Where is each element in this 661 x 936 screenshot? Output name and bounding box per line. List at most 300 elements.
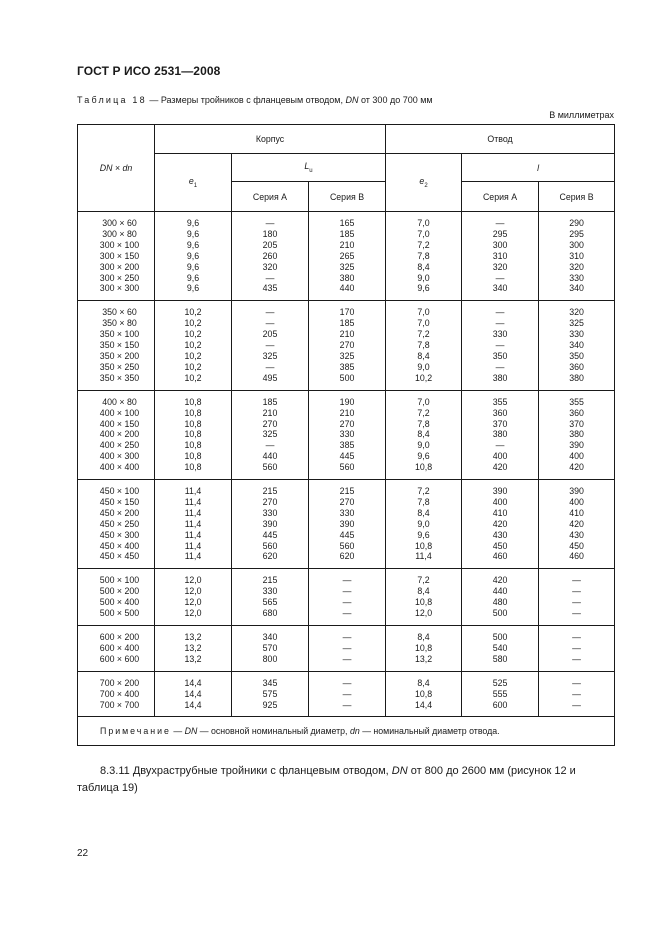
header-e1-text: e [188,176,194,186]
cell-value: 9,6 [417,283,430,294]
cell-value: 11,4 [184,486,202,497]
cell-value: 440 [262,451,278,462]
cell-value: — [572,688,581,699]
cell-dn [78,569,155,626]
cell-value: 10,8 [414,688,433,699]
cell-value: 400 × 100 [99,407,140,418]
cell-value: 7,2 [417,486,430,497]
cell-value: 320 [569,307,584,318]
cell-dn [78,212,155,301]
cell-value: 205 [262,239,278,250]
table-group [78,212,615,301]
cell-value: 350 × 250 [99,361,140,372]
cell-value: 400 × 80 [102,396,137,407]
cell-value: 310 [569,250,584,261]
cell-value: 330 [262,507,278,518]
cell-value: — [265,307,275,318]
cell-value: 500 [339,372,355,383]
cell-value: 9,6 [186,250,200,261]
cell-value: — [342,699,352,710]
cell-value: 10,2 [184,340,202,351]
table-row [78,301,615,390]
table-group [78,626,615,672]
cell-value: — [495,440,505,451]
section-dn: DN [391,765,408,777]
cell-value: 12,0 [184,575,202,586]
cell-value: 435 [262,283,278,294]
cell-value: 185 [262,396,278,407]
cell-value: 600 × 200 [99,632,140,642]
cell-value: 9,6 [186,239,200,250]
cell-value: 400 × 250 [99,440,140,451]
cell-value: 9,6 [186,218,200,228]
cell-value: 460 [492,551,508,562]
table-group [78,480,615,569]
cell-value: 9,6 [186,228,200,239]
cell-value: 440 [339,283,355,294]
cell-value: 355 [569,396,584,407]
cell-value: 210 [339,407,355,418]
table-note [78,717,615,746]
cell-value: 8,4 [417,350,430,361]
cell-e1 [155,626,232,672]
cell-value: — [265,272,275,283]
table-group [78,390,615,479]
cell-value: 11,4 [184,496,202,507]
table-note-dn-small: dn [349,726,360,737]
header-e1 [155,154,232,212]
cell-value: 460 [569,551,584,562]
cell-value: 9,6 [186,261,200,272]
table-caption-label: Таблица 18 [77,95,147,105]
cell-value: 165 [339,218,355,228]
document-header: ГОСТ Р ИСО 2531—2008 [77,64,221,78]
cell-value: 330 [262,586,278,597]
cell-value: 260 [262,250,278,261]
cell-e1 [155,212,232,301]
cell-value: 270 [339,418,355,429]
cell-value: 8,4 [417,429,430,440]
cell-lu-series-b [309,301,386,390]
cell-value: 270 [339,496,355,507]
cell-value: 170 [339,307,355,318]
table-note-label: Примечание [100,726,171,737]
cell-value: 445 [339,529,355,540]
cell-value: 300 × 300 [99,283,140,294]
cell-value: 10,2 [184,307,202,318]
cell-value: 7,0 [417,396,430,407]
cell-value: 400 [569,451,584,462]
cell-value: 370 [569,418,584,429]
cell-value: 450 × 450 [99,551,140,562]
cell-value: 540 [492,642,508,653]
cell-value: 7,2 [417,239,430,250]
cell-value: — [572,699,581,710]
header-body: Корпус [155,125,386,154]
cell-value: 330 [492,329,508,340]
cell-value: 390 [262,518,278,529]
table-group [78,301,615,390]
cell-value: 265 [339,250,355,261]
cell-value: 10,8 [184,429,202,440]
table-group [78,671,615,717]
cell-value: 450 × 400 [99,540,140,551]
cell-value: — [495,318,505,329]
cell-value: 800 [262,653,278,664]
cell-value: 450 × 100 [99,486,140,497]
cell-l-series-a [462,569,539,626]
cell-value: 14,4 [184,699,202,710]
cell-value: 420 [569,462,584,473]
header-l [462,154,615,182]
cell-value: 410 [492,507,508,518]
cell-e2 [386,569,462,626]
cell-value: 13,2 [184,653,202,664]
cell-value: 680 [262,608,278,619]
cell-lu-series-a [232,671,309,717]
cell-value: 390 [339,518,355,529]
cell-value: 300 × 60 [102,218,137,228]
cell-value: 565 [262,597,278,608]
cell-value: 450 [569,540,584,551]
header-lu-series-b: Серия В [309,182,386,212]
dimensions-table [77,124,615,746]
cell-value: 300 × 250 [99,272,140,283]
cell-value: 325 [569,318,584,329]
table-caption-range: от 300 до 700 мм [358,95,433,105]
header-dn-dn-text: DN × dn [99,163,133,173]
cell-value: 410 [569,507,584,518]
table-note-dn: DN [184,726,198,737]
header-lu-sub: u [309,168,313,174]
cell-value: 12,0 [184,597,202,608]
cell-lu-series-b [309,390,386,479]
cell-value: 380 [339,272,355,283]
table-row [78,569,615,626]
cell-lu-series-a [232,626,309,672]
cell-value: 340 [262,632,278,642]
table-caption-dn: DN [345,95,359,105]
header-branch: Отвод [386,125,615,154]
cell-dn [78,390,155,479]
cell-value: 9,0 [417,518,430,529]
cell-value: 325 [262,429,278,440]
cell-value: 350 × 80 [102,318,137,329]
cell-value: — [342,688,352,699]
cell-value: 300 [492,239,508,250]
cell-value: 430 [569,529,584,540]
table-row [78,671,615,717]
cell-value: — [265,361,275,372]
cell-value: 500 × 200 [99,586,140,597]
cell-value: 8,4 [417,586,430,597]
header-lu [232,154,386,182]
cell-value: — [265,318,275,329]
cell-value: 7,0 [417,307,430,318]
section-number: 8.3.11 [100,765,130,777]
cell-value: 9,6 [186,272,200,283]
cell-value: 12,0 [184,586,202,597]
cell-l-series-b [539,480,615,569]
page-number: 22 [77,848,89,859]
cell-value: 10,8 [184,451,202,462]
cell-value: 215 [339,486,355,497]
cell-lu-series-b [309,480,386,569]
cell-value: 10,2 [184,329,202,340]
cell-value: 210 [262,407,278,418]
cell-value: 380 [492,372,508,383]
cell-l-series-b [539,212,615,301]
cell-value: 560 [339,462,355,473]
cell-value: 400 × 200 [99,429,140,440]
cell-lu-series-a [232,212,309,301]
cell-value: 8,4 [417,677,430,688]
cell-value: 10,8 [184,396,202,407]
cell-value: 8,4 [417,632,430,642]
cell-value: 350 × 200 [99,350,140,361]
cell-value: — [572,632,581,642]
cell-value: 10,8 [414,540,433,551]
table-row [78,212,615,301]
cell-value: 10,2 [184,361,202,372]
cell-value: 10,8 [184,462,202,473]
cell-value: 450 [492,540,508,551]
cell-l-series-a [462,480,539,569]
header-e2 [386,154,462,212]
cell-value: 450 × 300 [99,529,140,540]
cell-value: — [342,597,352,608]
cell-value: 320 [492,261,508,272]
cell-value: 500 × 500 [99,608,140,619]
cell-dn [78,301,155,390]
cell-value: — [495,272,505,283]
cell-value: 400 [492,451,508,462]
cell-value: 215 [262,575,278,586]
cell-value: 495 [262,372,278,383]
cell-value: 7,0 [417,318,430,329]
cell-value: 10,2 [184,372,202,383]
cell-value: 10,2 [414,372,433,383]
cell-value: 270 [339,340,355,351]
cell-value: 420 [492,462,508,473]
cell-value: 11,4 [415,551,432,562]
cell-value: 575 [262,688,278,699]
cell-value: 925 [262,699,278,710]
cell-value: 270 [262,418,278,429]
cell-value: 450 × 200 [99,507,140,518]
cell-value: 10,2 [184,318,202,329]
cell-e2 [386,671,462,717]
cell-value: 10,8 [184,440,202,451]
cell-value: 600 [492,699,508,710]
section-text: Двухраструбные тройники с фланцевым отводом, [129,765,392,777]
cell-value: 8,4 [417,261,430,272]
cell-value: 555 [492,688,508,699]
cell-value: 14,4 [184,688,202,699]
cell-lu-series-b [309,626,386,672]
cell-value: 600 × 600 [99,653,140,664]
cell-value: — [495,361,505,372]
cell-value: 360 [569,361,584,372]
header-lu-series-a: Серия А [232,182,309,212]
cell-value: 10,8 [184,407,202,418]
section-paragraph [77,763,617,797]
cell-value: 11,4 [184,518,202,529]
cell-value: 300 × 150 [99,250,140,261]
cell-value: 215 [262,486,278,497]
cell-value: 700 × 700 [99,699,140,710]
header-lu-text: L [304,161,310,171]
cell-value: 9,0 [417,440,430,451]
cell-value: 10,2 [184,350,202,361]
cell-value: 390 [569,440,584,451]
table-caption-text: — Размеры тройников с фланцевым отводом, [146,95,346,105]
cell-value: 9,6 [417,451,430,462]
cell-value: — [495,218,505,228]
cell-value: 350 × 150 [99,340,140,351]
cell-value: 370 [492,418,508,429]
cell-value: 340 [569,283,584,294]
cell-value: 400 × 150 [99,418,140,429]
cell-e2 [386,480,462,569]
cell-dn [78,480,155,569]
cell-value: 12,0 [414,608,433,619]
cell-value: 560 [262,540,278,551]
cell-e2 [386,301,462,390]
cell-l-series-b [539,569,615,626]
cell-value: 400 [569,496,584,507]
cell-value: 7,8 [417,418,430,429]
cell-value: 295 [492,228,508,239]
cell-value: — [572,677,581,688]
cell-value: 360 [569,407,584,418]
table-note-text-2: — номинальный диаметр отвода. [359,726,500,737]
cell-lu-series-b [309,671,386,717]
cell-value: 300 × 80 [102,228,137,239]
cell-e1 [155,390,232,479]
cell-value: 700 × 400 [99,688,140,699]
cell-value: 7,8 [417,496,430,507]
cell-value: 11,4 [184,507,202,518]
cell-value: 270 [262,496,278,507]
cell-value: 445 [262,529,278,540]
cell-value: 185 [339,228,355,239]
cell-value: 14,4 [184,677,202,688]
cell-l-series-b [539,671,615,717]
header-e2-sub: 2 [424,183,428,189]
cell-value: 300 × 100 [99,239,140,250]
cell-value: 480 [492,597,508,608]
cell-value: 300 [569,239,584,250]
cell-l-series-a [462,212,539,301]
section-text-end: от 800 до 2600 мм (рисунок 12 и таблица 19) [77,765,576,794]
cell-value: — [342,642,352,653]
cell-value: — [342,677,352,688]
header-l-series-a: Серия А [462,182,539,212]
cell-value: 400 × 300 [99,451,140,462]
cell-value: 10,8 [184,418,202,429]
cell-value: 12,0 [184,608,202,619]
cell-value: 430 [492,529,508,540]
cell-value: 13,2 [184,632,202,642]
cell-value: — [572,575,581,586]
cell-value: 350 [492,350,508,361]
cell-value: 11,4 [184,551,202,562]
table-caption [77,95,433,105]
cell-value: — [342,653,352,664]
cell-l-series-a [462,301,539,390]
cell-dn [78,626,155,672]
cell-lu-series-a [232,480,309,569]
cell-value: — [265,440,275,451]
cell-dn [78,671,155,717]
cell-value: 14,4 [414,699,433,710]
table-note-text-1: — основной номинальный диаметр, [197,726,350,737]
cell-value: 700 × 200 [99,677,140,688]
cell-value: 295 [569,228,584,239]
cell-lu-series-a [232,569,309,626]
cell-value: 10,8 [414,597,433,608]
cell-value: 7,8 [417,250,430,261]
cell-value: 580 [492,653,508,664]
cell-value: 380 [569,429,584,440]
cell-value: 400 [492,496,508,507]
cell-value: 210 [339,329,355,340]
cell-value: 7,2 [417,329,430,340]
cell-e1 [155,671,232,717]
table-row [78,480,615,569]
cell-value: 445 [339,451,355,462]
cell-value: 320 [569,261,584,272]
units-label: В миллиметрах [549,110,614,120]
cell-value: 400 × 400 [99,462,140,473]
header-l-text: l [537,162,540,173]
cell-value: 380 [569,372,584,383]
cell-value: 9,6 [417,529,430,540]
cell-value: 385 [339,361,355,372]
cell-lu-series-a [232,390,309,479]
cell-value: 7,8 [417,340,430,351]
cell-value: 7,0 [417,218,430,228]
cell-value: — [342,586,352,597]
cell-value: 560 [339,540,355,551]
cell-value: 450 × 150 [99,496,140,507]
cell-value: 330 [569,272,584,283]
cell-value: 185 [339,318,355,329]
cell-value: 420 [492,575,508,586]
cell-value: 8,4 [417,507,430,518]
cell-value: 300 × 200 [99,261,140,272]
cell-l-series-b [539,390,615,479]
cell-value: — [572,586,581,597]
cell-value: 390 [492,486,508,497]
cell-value: 560 [262,462,278,473]
cell-value: — [572,597,581,608]
cell-value: — [495,307,505,318]
cell-value: 440 [492,586,508,597]
cell-value: — [495,340,505,351]
table-note-dash: — [170,726,185,737]
cell-l-series-a [462,390,539,479]
cell-value: 340 [569,340,584,351]
cell-value: 360 [492,407,508,418]
cell-lu-series-b [309,569,386,626]
cell-value: 385 [339,440,355,451]
cell-value: 620 [339,551,355,562]
cell-value: 390 [569,486,584,497]
header-dn-dn [78,125,155,212]
cell-value: 355 [492,396,508,407]
